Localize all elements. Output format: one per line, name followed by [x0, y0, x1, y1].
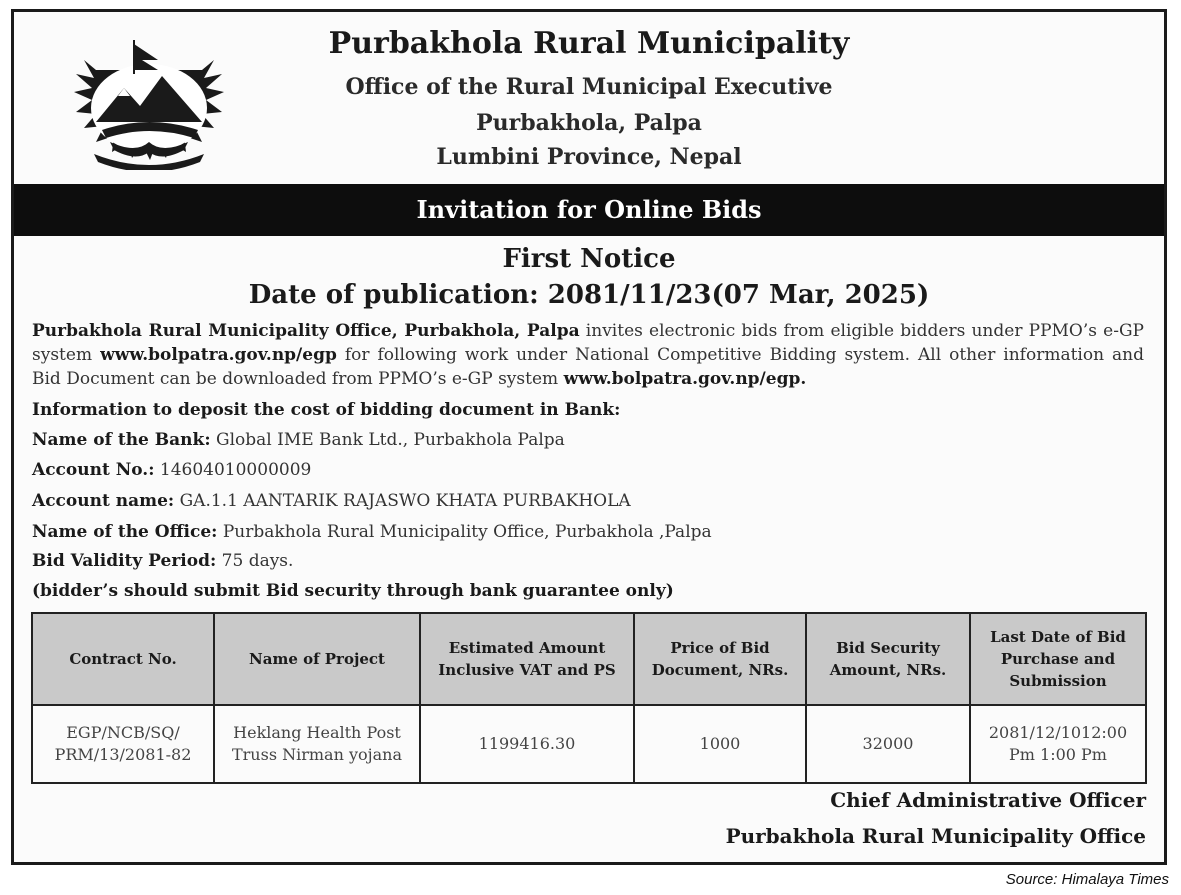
bids-table — [31, 612, 1147, 784]
signatory-office: Purbakhola Rural Municipality Office — [725, 824, 1146, 848]
cell-document-price: 1000 — [634, 705, 806, 783]
cell-estimated-amount: 1199416.30 — [420, 705, 634, 783]
office-province: Lumbini Province, Nepal — [436, 144, 742, 170]
office-address: Purbakhola, Palpa — [476, 110, 702, 136]
bank-info-heading: Information to deposit the cost of bidding document in Bank: — [32, 400, 621, 420]
bid-security-note: (bidder’s should submit Bid security through bank guarantee only) — [32, 581, 674, 601]
account-no-line: Account No.: 14604010000009 — [32, 460, 312, 480]
cell-contract-no: EGP/NCB/SQ/ PRM/13/2081-82 — [32, 705, 214, 783]
office-name: Office of the Rural Municipal Executive — [345, 74, 833, 100]
cell-bid-security: 32000 — [806, 705, 970, 783]
notice-label: First Notice — [502, 244, 676, 274]
intro-lead: Purbakhola Rural Municipality Office, Purbakhola, Palpa — [32, 321, 580, 341]
cell-project-name: Heklang Health Post Truss Nirman yojana — [214, 705, 420, 783]
egp-url-1: www.bolpatra.gov.np/egp — [100, 345, 337, 365]
publication-date: Date of publication: 2081/11/23(07 Mar, 2025) — [248, 280, 930, 310]
intro-paragraph — [32, 319, 1144, 391]
signatory-title: Chief Administrative Officer — [830, 788, 1146, 812]
cell-last-date: 2081/12/1012:00 Pm 1:00 Pm — [970, 705, 1146, 783]
invitation-banner: Invitation for Online Bids — [14, 184, 1164, 236]
header-document-price: Price of Bid Document, NRs. — [634, 613, 806, 705]
notice-header — [14, 12, 1164, 184]
notice-frame — [11, 9, 1167, 865]
table-header-row — [32, 613, 1146, 705]
intro-text-2: for following work under National Competitive Bidding system. All other information and Bid Document can be downloaded from PPMO’s e-GP system — [32, 345, 1144, 389]
header-bid-security: Bid Security Amount, NRs. — [806, 613, 970, 705]
header-last-date: Last Date of Bid Purchase and Submission — [970, 613, 1146, 705]
table-row — [32, 705, 1146, 783]
header-contract-no: Contract No. — [32, 613, 214, 705]
egp-url-2: www.bolpatra.gov.np/egp. — [563, 369, 807, 389]
header-estimated-amount: Estimated Amount Inclusive VAT and PS — [420, 613, 634, 705]
bid-validity-line: Bid Validity Period: 75 days. — [32, 551, 294, 571]
source-credit: Source: Himalaya Times — [1005, 871, 1169, 888]
intro-text-1: invites electronic bids from eligible bidders under PPMO’s e-GP system — [32, 321, 1144, 365]
account-name-line: Account name: GA.1.1 AANTARIK RAJASWO KHATA PURBAKHOLA — [32, 491, 631, 511]
bank-name-line: Name of the Bank: Global IME Bank Ltd., Purbakhola Palpa — [32, 430, 565, 450]
office-name-line: Name of the Office: Purbakhola Rural Municipality Office, Purbakhola ,Palpa — [32, 522, 712, 542]
municipality-title: Purbakhola Rural Municipality — [328, 26, 850, 61]
header-project-name: Name of Project — [214, 613, 420, 705]
